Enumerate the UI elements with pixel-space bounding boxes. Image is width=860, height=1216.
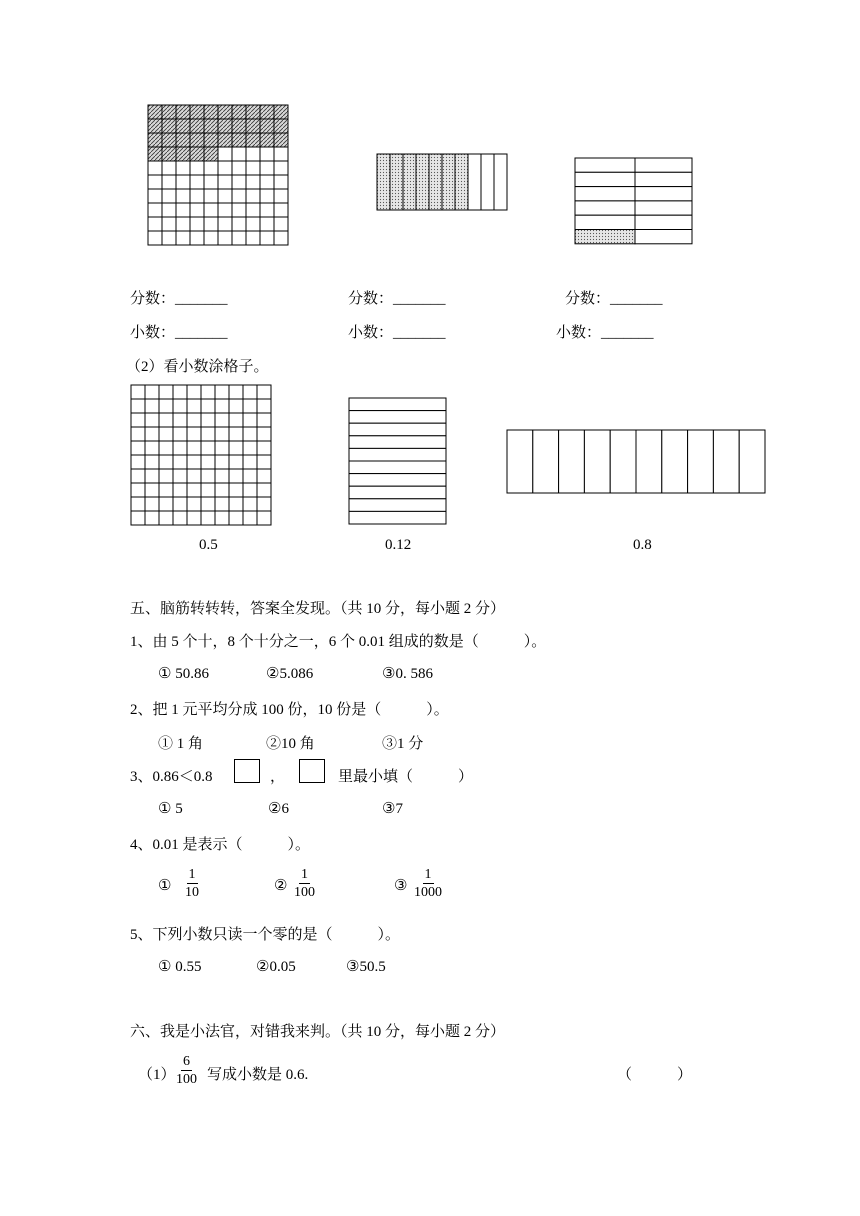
shaded-cell [204,147,218,161]
row-cell [635,215,692,229]
grid-cell [148,175,162,189]
grid-cell [204,189,218,203]
q3-option-3[interactable]: ③7 [382,801,403,817]
grid-cell [190,203,204,217]
q4-text: 4、0.01 是表示（ ）。 [130,837,311,853]
grid-cell[interactable] [173,469,187,483]
grid-cell[interactable] [215,483,229,497]
grid-cell[interactable] [145,469,159,483]
grid-cell [190,161,204,175]
row-cell [575,201,635,215]
decimal-label-2: 小数：_______ [348,325,446,341]
strip [494,154,507,210]
q4-option-3-fraction[interactable]: $\frac{1}{1000}$ [414,867,442,900]
decimal-label-3: 小数：_______ [556,325,654,341]
grid-cell [162,231,176,245]
grid-cell[interactable] [243,399,257,413]
grid-cell [232,203,246,217]
q5-option-1[interactable]: ① 0.55 [158,959,202,975]
shaded-cell [148,105,162,119]
grid-cell [190,175,204,189]
grid-cell[interactable] [145,483,159,497]
grid-cell[interactable] [257,427,271,441]
shaded-cell [148,147,162,161]
shaded-cell [232,133,246,147]
grid-cell[interactable] [243,385,257,399]
grid-cell[interactable] [201,427,215,441]
strip [468,154,481,210]
grid-cell[interactable] [159,413,173,427]
grid-cell[interactable] [173,441,187,455]
q3-blank-box-ref [299,759,325,783]
grid-cell[interactable] [173,427,187,441]
grid-cell[interactable] [131,469,145,483]
shaded-strip [455,154,468,210]
grid-cell[interactable] [215,441,229,455]
grid-cell[interactable] [257,469,271,483]
grid-cell [246,175,260,189]
shaded-cell [232,105,246,119]
row-cell [635,230,692,244]
row-cell[interactable] [349,398,446,411]
grid-cell[interactable] [243,455,257,469]
grid-cell [246,203,260,217]
grid-cell[interactable] [229,511,243,525]
s6-q1-answer-paren[interactable]: （ ） [617,1067,693,1083]
q2-text: 2、把 1 元平均分成 100 份，10 份是（ ）。 [130,702,449,718]
grid-cell [232,231,246,245]
grid-cell [190,231,204,245]
grid-cell[interactable] [243,483,257,497]
grid-cell [190,189,204,203]
grid-cell[interactable] [187,511,201,525]
grid-cell [274,231,288,245]
grid-cell [232,161,246,175]
grid-cell[interactable] [201,511,215,525]
grid-cell [260,217,274,231]
grid-cell[interactable] [243,413,257,427]
grid-cell[interactable] [243,427,257,441]
grid-cell[interactable] [215,427,229,441]
grid-cell[interactable] [131,399,145,413]
grid-cell [232,147,246,161]
grid-cell[interactable] [131,483,145,497]
grid-cell [148,231,162,245]
grid-cell[interactable] [215,497,229,511]
grid-cell [204,161,218,175]
shaded-cell [218,105,232,119]
grid-cell [274,147,288,161]
part2-title: （2）看小数涂格子。 [126,359,269,375]
grid-cell [176,175,190,189]
rows-8-shaded-figure [574,157,694,245]
grid-cell [260,175,274,189]
shaded-cell [274,105,288,119]
shaded-strip [403,154,416,210]
grid-cell[interactable] [229,469,243,483]
row-cell [575,158,635,172]
grid-cell[interactable] [131,511,145,525]
grid-cell[interactable] [173,385,187,399]
shaded-cell [218,119,232,133]
grid-cell[interactable] [229,427,243,441]
grid-cell[interactable] [159,385,173,399]
grid-cell[interactable] [215,399,229,413]
grid-cell[interactable] [215,455,229,469]
strip [481,154,494,210]
shaded-row [575,230,635,244]
grid-cell [274,217,288,231]
shaded-cell [218,133,232,147]
row-cell[interactable] [349,474,446,487]
grid-cell[interactable] [187,469,201,483]
figure-label-0-8: 0.8 [633,537,652,553]
rows-10-blank-figure[interactable] [348,397,448,525]
grid-cell[interactable] [257,385,271,399]
grid-cell[interactable] [131,413,145,427]
grid-cell[interactable] [201,497,215,511]
grid-cell[interactable] [229,413,243,427]
grid-cell [204,175,218,189]
figure-label-0-5: 0.5 [199,537,218,553]
grid-cell[interactable] [173,399,187,413]
q2-option-3[interactable]: ③1 分 [382,736,424,752]
shaded-cell [162,119,176,133]
bar-10-shaded-figure [376,153,508,211]
grid-cell[interactable] [145,497,159,511]
q4-option-2-mark[interactable]: ② [274,878,288,894]
grid-cell [246,189,260,203]
grid-cell[interactable] [201,385,215,399]
s6-q1-fraction: $\frac{6}{100}$ [176,1054,197,1087]
row-cell[interactable] [349,486,446,499]
row-cell [575,172,635,186]
row-cell [575,187,635,201]
row-cell[interactable] [349,499,446,512]
shaded-cell [246,133,260,147]
grid-cell [148,189,162,203]
grid-cell[interactable] [145,511,159,525]
shaded-cell [246,105,260,119]
row-cell[interactable] [349,448,446,461]
column-cell[interactable] [713,430,739,493]
shaded-cell [176,105,190,119]
shaded-cell [260,133,274,147]
q4-option-1-fraction[interactable]: $\frac{1}{10}$ [185,867,199,900]
grid-100-shaded-figure [147,104,289,246]
q2-option-1[interactable]: ① 1 角 [158,736,204,752]
grid-cell[interactable] [215,385,229,399]
grid-cell [232,217,246,231]
grid-cell[interactable] [187,497,201,511]
grid-cell[interactable] [201,483,215,497]
grid-cell [274,161,288,175]
q4-option-2-fraction[interactable]: $\frac{1}{100}$ [294,867,315,900]
grid-cell [148,217,162,231]
grid-cell[interactable] [187,455,201,469]
q3-text-a: 3、0.86＜0.8 [130,769,213,785]
shaded-cell [162,105,176,119]
row-cell [635,201,692,215]
grid-cell[interactable] [215,511,229,525]
columns-10-blank-figure[interactable] [506,429,766,495]
s6-q1-prefix: （1） [138,1067,176,1083]
shaded-strip [442,154,455,210]
grid-cell[interactable] [215,469,229,483]
grid-cell [204,203,218,217]
grid-cell [218,147,232,161]
grid-cell[interactable] [243,497,257,511]
grid-cell[interactable] [131,385,145,399]
grid-cell[interactable] [131,441,145,455]
grid-cell[interactable] [257,399,271,413]
grid-cell [148,203,162,217]
q3-option-2[interactable]: ②6 [268,801,289,817]
column-cell[interactable] [610,430,636,493]
grid-cell[interactable] [229,399,243,413]
grid-cell[interactable] [145,455,159,469]
decimal-label-1: 小数：_______ [130,325,228,341]
section6-title: 六、我是小法官，对错我来判。（共 10 分，每小题 2 分） [130,1024,506,1040]
grid-cell [162,175,176,189]
grid-cell[interactable] [229,441,243,455]
grid-cell[interactable] [159,427,173,441]
grid-cell [246,217,260,231]
shaded-cell [190,133,204,147]
grid-cell[interactable] [229,483,243,497]
shaded-cell [148,133,162,147]
grid-cell [246,147,260,161]
row-cell [635,187,692,201]
grid-cell [218,231,232,245]
grid-cell [176,231,190,245]
row-cell[interactable] [349,461,446,474]
grid-cell [218,189,232,203]
q1-option-2[interactable]: ②5.086 [266,666,314,682]
grid-cell [190,217,204,231]
q5-option-3[interactable]: ③50.5 [346,959,386,975]
grid-cell[interactable] [243,441,257,455]
fraction-label-1: 分数：_______ [130,291,228,307]
grid-cell[interactable] [187,413,201,427]
grid-cell [232,189,246,203]
grid-cell[interactable] [257,413,271,427]
grid-cell[interactable] [257,455,271,469]
row-cell[interactable] [349,511,446,524]
grid-cell[interactable] [159,441,173,455]
grid-cell [204,231,218,245]
grid-cell [218,217,232,231]
q1-option-1[interactable]: ① 50.86 [158,666,209,682]
grid-cell[interactable] [131,427,145,441]
row-cell [575,215,635,229]
grid-cell[interactable] [187,399,201,413]
grid-cell [162,161,176,175]
section5-title: 五、脑筋转转转，答案全发现。（共 10 分，每小题 2 分） [130,601,506,617]
grid-cell[interactable] [145,427,159,441]
grid-cell [176,217,190,231]
shaded-cell [176,147,190,161]
grid-cell[interactable] [187,427,201,441]
shaded-cell [274,119,288,133]
column-cell[interactable] [662,430,688,493]
grid-cell[interactable] [159,511,173,525]
grid-cell[interactable] [257,497,271,511]
grid-cell[interactable] [131,497,145,511]
grid-cell[interactable] [215,413,229,427]
grid-cell[interactable] [173,497,187,511]
q4-option-3-mark[interactable]: ③ [394,878,408,894]
column-cell[interactable] [584,430,610,493]
grid-cell[interactable] [159,469,173,483]
shaded-strip [390,154,403,210]
grid-cell[interactable] [145,413,159,427]
q1-text: 1、由 5 个十，8 个十分之一，6 个 0.01 组成的数是（ ）。 [130,634,547,650]
grid-cell[interactable] [173,511,187,525]
column-cell[interactable] [688,430,714,493]
q2-option-2[interactable]: ②10 角 [266,736,315,752]
shaded-cell [162,147,176,161]
row-cell[interactable] [349,411,446,424]
grid-cell [260,189,274,203]
row-cell[interactable] [349,423,446,436]
grid-cell[interactable] [159,455,173,469]
grid-cell [176,203,190,217]
shaded-strip [416,154,429,210]
shaded-cell [260,105,274,119]
row-cell [635,172,692,186]
shaded-cell [232,119,246,133]
grid-cell[interactable] [145,441,159,455]
shaded-strip [429,154,442,210]
s6-q1-text: 写成小数是 0.6. [207,1067,309,1083]
grid-cell [162,203,176,217]
grid-cell[interactable] [257,483,271,497]
shaded-cell [274,133,288,147]
q1-option-3[interactable]: ③0. 586 [382,666,433,682]
shaded-strip [377,154,390,210]
grid-cell[interactable] [201,469,215,483]
grid-cell[interactable] [173,483,187,497]
grid-cell[interactable] [187,385,201,399]
grid-cell [232,175,246,189]
grid-cell[interactable] [145,399,159,413]
shaded-cell [204,119,218,133]
q3-blank-box[interactable] [234,759,260,783]
grid-cell [260,147,274,161]
q5-option-2[interactable]: ②0.05 [256,959,296,975]
q3-text-b: ， [270,769,286,785]
shaded-cell [260,119,274,133]
grid-cell[interactable] [159,497,173,511]
grid-cell[interactable] [201,455,215,469]
grid-cell[interactable] [201,399,215,413]
shaded-cell [204,133,218,147]
shaded-cell [162,133,176,147]
column-cell[interactable] [636,430,662,493]
shaded-cell [204,105,218,119]
grid-cell [148,161,162,175]
grid-cell[interactable] [257,441,271,455]
q4-option-1-mark[interactable]: ① [158,878,172,894]
shaded-cell [176,119,190,133]
grid-cell [162,189,176,203]
shaded-cell [190,147,204,161]
grid-cell[interactable] [229,455,243,469]
column-cell[interactable] [559,430,585,493]
grid-cell [176,189,190,203]
grid-cell [176,161,190,175]
grid-cell[interactable] [243,469,257,483]
grid-cell [218,203,232,217]
q5-text: 5、下列小数只读一个零的是（ ）。 [130,927,401,943]
grid-cell [204,217,218,231]
figure-label-0-12: 0.12 [385,537,412,553]
grid-cell[interactable] [201,413,215,427]
grid-cell[interactable] [243,511,257,525]
fraction-label-3: 分数：_______ [565,291,663,307]
grid-cell [246,231,260,245]
column-cell[interactable] [507,430,533,493]
grid-cell [218,175,232,189]
fraction-label-2: 分数：_______ [348,291,446,307]
grid-cell[interactable] [187,441,201,455]
row-cell [635,158,692,172]
grid-cell[interactable] [159,399,173,413]
grid-cell [162,217,176,231]
grid-cell[interactable] [173,455,187,469]
grid-cell[interactable] [201,441,215,455]
q3-option-1[interactable]: ① 5 [158,801,183,817]
column-cell[interactable] [739,430,765,493]
grid-cell[interactable] [187,483,201,497]
shaded-cell [148,119,162,133]
grid-cell[interactable] [229,385,243,399]
grid-cell[interactable] [131,455,145,469]
grid-cell[interactable] [257,511,271,525]
column-cell[interactable] [533,430,559,493]
shaded-cell [190,119,204,133]
grid-cell [260,231,274,245]
shaded-cell [246,119,260,133]
grid-cell [218,161,232,175]
grid-cell [274,175,288,189]
row-cell[interactable] [349,436,446,449]
shaded-cell [176,133,190,147]
grid-cell[interactable] [159,483,173,497]
grid-cell [260,161,274,175]
grid-cell[interactable] [173,413,187,427]
grid-cell [274,203,288,217]
q3-text-c: 里最小填（ ） [338,769,474,785]
grid-cell[interactable] [145,385,159,399]
shaded-cell [190,105,204,119]
grid-cell [260,203,274,217]
grid-cell[interactable] [229,497,243,511]
grid-cell [274,189,288,203]
grid-cell [246,161,260,175]
grid-100-blank-figure[interactable] [130,384,272,526]
